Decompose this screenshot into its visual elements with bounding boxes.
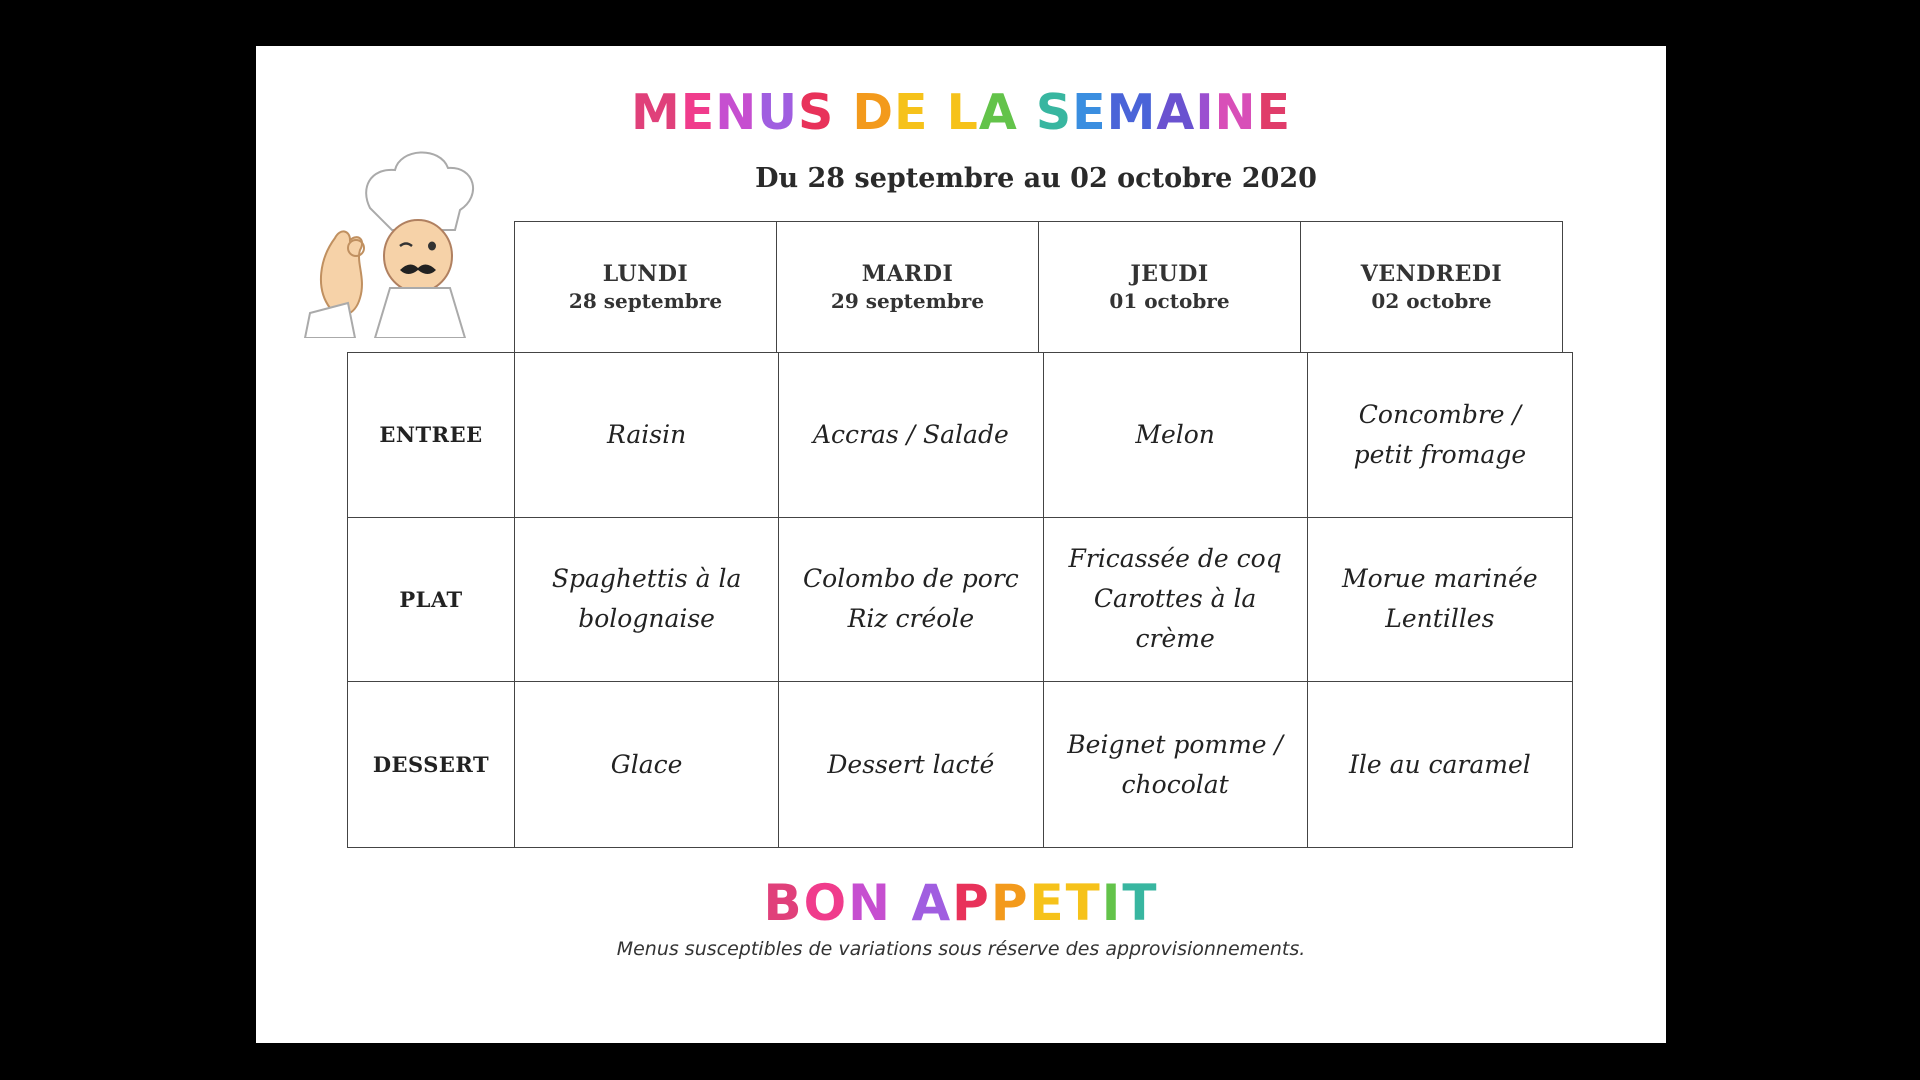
day-name: MARDI <box>861 261 954 287</box>
dish-cell: Accras / Salade <box>779 353 1043 518</box>
row-label-plat: PLAT <box>348 518 515 683</box>
day-header-monday <box>515 222 777 352</box>
dish-cell: Morue marinée Lentilles <box>1308 518 1572 683</box>
bon-appetit-title: BON APPETIT <box>763 874 1159 932</box>
dish-cell: Concombre / petit fromage <box>1308 353 1572 518</box>
day-date: 29 septembre <box>830 289 985 313</box>
row-label-entree: ENTREE <box>348 353 515 518</box>
day-name: JEUDI <box>1130 261 1209 287</box>
day-header-friday <box>1301 222 1562 352</box>
day-name: LUNDI <box>602 261 689 287</box>
menu-page <box>256 46 1666 1043</box>
day-date: 02 octobre <box>1371 289 1492 313</box>
chef-illustration <box>300 138 500 338</box>
day-header-thursday <box>1039 222 1301 352</box>
dish-cell: Beignet pomme / chocolat <box>1044 682 1308 847</box>
dish-cell: Ile au caramel <box>1348 749 1531 779</box>
page-title: MENUS DE LA SEMAINE <box>630 84 1292 141</box>
day-name: VENDREDI <box>1360 261 1503 287</box>
menu-table <box>347 352 1573 848</box>
day-header-tuesday <box>777 222 1039 352</box>
day-header-row <box>514 221 1563 353</box>
day-date: 28 septembre <box>568 289 723 313</box>
dish-cell: Melon <box>1044 353 1308 518</box>
day-date: 01 octobre <box>1109 289 1230 313</box>
row-label-dessert: DESSERT <box>348 682 515 847</box>
dish-cell: Fricassée de coq Carottes à la crème <box>1044 518 1308 683</box>
dish-cell: Spaghettis à la bolognaise <box>515 518 779 683</box>
week-subtitle: Du 28 septembre au 02 octobre 2020 <box>755 163 1317 194</box>
dish-cell: Colombo de porc Riz créole <box>779 518 1043 683</box>
dish-cell: Raisin <box>515 353 779 518</box>
dish-cell: Glace <box>515 682 779 847</box>
dish-cell: Dessert lacté <box>779 682 1043 847</box>
supply-note: Menus susceptibles de variations sous réserve des approvisionnements. <box>616 938 1306 960</box>
